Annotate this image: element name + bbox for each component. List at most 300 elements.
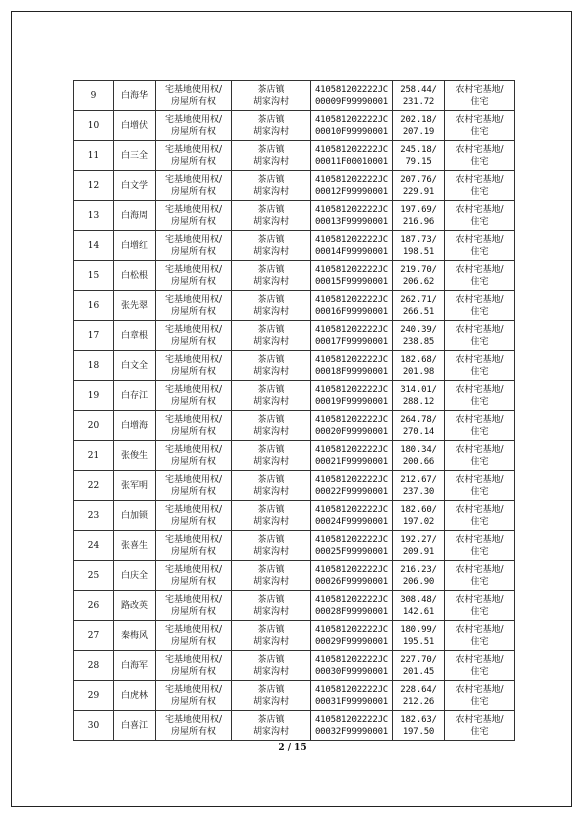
- right-type-text: 宅基地使用权/: [164, 234, 223, 245]
- right-type-text: 宅基地使用权/: [164, 684, 223, 695]
- location-text: 胡家沟村: [252, 396, 289, 407]
- area-text: 197.02: [402, 516, 435, 527]
- owner-name-text: 白喜江: [120, 720, 148, 731]
- area-text: 182.60/: [400, 504, 437, 515]
- land-use-text: 农村宅基地/: [455, 354, 504, 365]
- area-text: 270.14: [402, 426, 435, 437]
- right-type-text: 宅基地使用权/: [164, 504, 223, 515]
- right-type-text: 宅基地使用权/: [164, 294, 223, 305]
- row-number-text: 21: [87, 450, 100, 461]
- area-text: 240.39/: [400, 324, 437, 335]
- row-number-cell: [74, 261, 114, 291]
- location-text: 胡家沟村: [252, 576, 289, 587]
- row-number-cell: [74, 441, 114, 471]
- row-number-cell: [74, 381, 114, 411]
- location-text: 胡家沟村: [252, 666, 289, 677]
- land-use-text: 住宅: [470, 456, 489, 467]
- location-cell: [232, 531, 311, 561]
- parcel-code-text: 410581202222JC: [314, 354, 389, 365]
- row-number-cell: [74, 321, 114, 351]
- area-cell: [393, 681, 445, 711]
- parcel-code-text: 00022F99990001: [314, 486, 389, 497]
- location-cell: [232, 351, 311, 381]
- owner-name-cell: [114, 231, 156, 261]
- area-text: 216.96: [402, 216, 435, 227]
- table-row: [74, 381, 515, 411]
- parcel-code-cell: [311, 231, 393, 261]
- area-cell: [393, 141, 445, 171]
- row-number-text: 24: [87, 540, 100, 551]
- parcel-code-text: 410581202222JC: [314, 204, 389, 215]
- land-use-text: 农村宅基地/: [455, 414, 504, 425]
- area-text: 79.15: [405, 156, 432, 167]
- owner-name-cell: [114, 711, 156, 741]
- right-type-cell: [156, 501, 232, 531]
- right-type-text: 房屋所有权: [170, 186, 216, 197]
- area-cell: [393, 591, 445, 621]
- row-number-cell: [74, 681, 114, 711]
- right-type-cell: [156, 111, 232, 141]
- right-type-cell: [156, 531, 232, 561]
- location-cell: [232, 111, 311, 141]
- right-type-text: 宅基地使用权/: [164, 144, 223, 155]
- land-use-text: 农村宅基地/: [455, 594, 504, 605]
- area-text: 197.50: [402, 726, 435, 737]
- right-type-text: 房屋所有权: [170, 576, 216, 587]
- location-text: 胡家沟村: [252, 546, 289, 557]
- right-type-text: 宅基地使用权/: [164, 384, 223, 395]
- location-cell: [232, 81, 311, 111]
- right-type-text: 房屋所有权: [170, 456, 216, 467]
- area-text: 207.76/: [400, 174, 437, 185]
- parcel-code-text: 00026F99990001: [314, 576, 389, 587]
- location-text: 胡家沟村: [252, 336, 289, 347]
- area-text: 180.34/: [400, 444, 437, 455]
- right-type-cell: [156, 261, 232, 291]
- parcel-code-text: 00025F99990001: [314, 546, 389, 557]
- right-type-text: 房屋所有权: [170, 516, 216, 527]
- right-type-text: 房屋所有权: [170, 96, 216, 107]
- location-text: 胡家沟村: [252, 456, 289, 467]
- area-cell: [393, 201, 445, 231]
- area-cell: [393, 81, 445, 111]
- parcel-code-text: 00015F99990001: [314, 276, 389, 287]
- parcel-code-text: 00031F99990001: [314, 696, 389, 707]
- owner-name-cell: [114, 111, 156, 141]
- table-row: [74, 501, 515, 531]
- right-type-cell: [156, 591, 232, 621]
- row-number-cell: [74, 471, 114, 501]
- row-number-text: 28: [87, 660, 100, 671]
- right-type-cell: [156, 321, 232, 351]
- parcel-code-text: 410581202222JC: [314, 684, 389, 695]
- land-use-cell: [445, 651, 515, 681]
- owner-name-cell: [114, 141, 156, 171]
- location-cell: [232, 591, 311, 621]
- row-number-text: 29: [87, 690, 100, 701]
- table-row: [74, 261, 515, 291]
- right-type-text: 房屋所有权: [170, 666, 216, 677]
- parcel-code-text: 410581202222JC: [314, 294, 389, 305]
- parcel-code-cell: [311, 81, 393, 111]
- area-text: 266.51: [402, 306, 435, 317]
- area-text: 227.70/: [400, 654, 437, 665]
- parcel-code-text: 00013F99990001: [314, 216, 389, 227]
- land-use-text: 农村宅基地/: [455, 534, 504, 545]
- owner-name-text: 张喜生: [120, 540, 148, 551]
- land-use-cell: [445, 681, 515, 711]
- land-use-cell: [445, 381, 515, 411]
- right-type-text: 房屋所有权: [170, 636, 216, 647]
- parcel-code-text: 00017F99990001: [314, 336, 389, 347]
- location-cell: [232, 441, 311, 471]
- location-text: 胡家沟村: [252, 486, 289, 497]
- parcel-code-cell: [311, 141, 393, 171]
- location-text: 茶店镇: [257, 324, 285, 335]
- location-text: 胡家沟村: [252, 366, 289, 377]
- row-number-cell: [74, 111, 114, 141]
- parcel-code-text: 410581202222JC: [314, 654, 389, 665]
- parcel-code-text: 00029F99990001: [314, 636, 389, 647]
- area-text: 197.69/: [400, 204, 437, 215]
- location-text: 胡家沟村: [252, 246, 289, 257]
- owner-name-cell: [114, 651, 156, 681]
- row-number-text: 18: [87, 360, 100, 371]
- land-use-text: 农村宅基地/: [455, 234, 504, 245]
- land-use-cell: [445, 561, 515, 591]
- land-use-text: 住宅: [470, 426, 489, 437]
- table-row: [74, 651, 515, 681]
- location-text: 胡家沟村: [252, 96, 289, 107]
- right-type-text: 宅基地使用权/: [164, 714, 223, 725]
- parcel-code-cell: [311, 651, 393, 681]
- parcel-code-text: 410581202222JC: [314, 714, 389, 725]
- table-row: [74, 441, 515, 471]
- right-type-cell: [156, 171, 232, 201]
- parcel-code-cell: [311, 291, 393, 321]
- location-cell: [232, 141, 311, 171]
- area-text: 202.18/: [400, 114, 437, 125]
- area-text: 206.90: [402, 576, 435, 587]
- right-type-text: 房屋所有权: [170, 276, 216, 287]
- area-text: 142.61: [402, 606, 435, 617]
- owner-name-cell: [114, 681, 156, 711]
- parcel-code-text: 00030F99990001: [314, 666, 389, 677]
- location-cell: [232, 621, 311, 651]
- location-text: 胡家沟村: [252, 426, 289, 437]
- row-number-text: 15: [87, 270, 100, 281]
- owner-name-cell: [114, 201, 156, 231]
- parcel-code-cell: [311, 381, 393, 411]
- area-text: 182.68/: [400, 354, 437, 365]
- right-type-cell: [156, 141, 232, 171]
- area-cell: [393, 111, 445, 141]
- right-type-cell: [156, 351, 232, 381]
- parcel-code-text: 00012F99990001: [314, 186, 389, 197]
- owner-name-text: 白增海: [120, 420, 148, 431]
- table-row: [74, 411, 515, 441]
- land-use-cell: [445, 711, 515, 741]
- land-use-cell: [445, 441, 515, 471]
- area-cell: [393, 261, 445, 291]
- parcel-code-cell: [311, 711, 393, 741]
- location-text: 胡家沟村: [252, 276, 289, 287]
- area-text: 182.63/: [400, 714, 437, 725]
- land-use-text: 住宅: [470, 276, 489, 287]
- land-use-text: 住宅: [470, 486, 489, 497]
- parcel-code-text: 00018F99990001: [314, 366, 389, 377]
- row-number-cell: [74, 501, 114, 531]
- owner-name-text: 白海军: [120, 660, 148, 671]
- row-number-cell: [74, 561, 114, 591]
- location-text: 胡家沟村: [252, 216, 289, 227]
- table-row: [74, 621, 515, 651]
- parcel-code-text: 00009F99990001: [314, 96, 389, 107]
- owner-name-text: 白庆全: [120, 570, 148, 581]
- area-text: 192.27/: [400, 534, 437, 545]
- parcel-code-cell: [311, 351, 393, 381]
- location-text: 茶店镇: [257, 144, 285, 155]
- parcel-code-text: 410581202222JC: [314, 444, 389, 455]
- table-row: [74, 171, 515, 201]
- location-text: 胡家沟村: [252, 126, 289, 137]
- location-cell: [232, 471, 311, 501]
- land-use-cell: [445, 291, 515, 321]
- owner-name-cell: [114, 261, 156, 291]
- right-type-cell: [156, 471, 232, 501]
- right-type-text: 宅基地使用权/: [164, 624, 223, 635]
- location-text: 茶店镇: [257, 204, 285, 215]
- right-type-text: 宅基地使用权/: [164, 114, 223, 125]
- area-text: 237.30: [402, 486, 435, 497]
- right-type-cell: [156, 201, 232, 231]
- parcel-code-text: 410581202222JC: [314, 234, 389, 245]
- location-text: 茶店镇: [257, 624, 285, 635]
- land-use-text: 住宅: [470, 246, 489, 257]
- parcel-code-text: 00010F99990001: [314, 126, 389, 137]
- land-use-text: 住宅: [470, 636, 489, 647]
- land-use-cell: [445, 231, 515, 261]
- area-text: 264.78/: [400, 414, 437, 425]
- owner-name-text: 白三全: [120, 150, 148, 161]
- location-cell: [232, 291, 311, 321]
- right-type-text: 房屋所有权: [170, 216, 216, 227]
- right-type-text: 宅基地使用权/: [164, 414, 223, 425]
- table-row: [74, 321, 515, 351]
- land-use-text: 住宅: [470, 546, 489, 557]
- table-row: [74, 591, 515, 621]
- table-row: [74, 561, 515, 591]
- row-number-text: 27: [87, 630, 100, 641]
- location-text: 茶店镇: [257, 684, 285, 695]
- parcel-code-cell: [311, 471, 393, 501]
- row-number-cell: [74, 171, 114, 201]
- right-type-text: 宅基地使用权/: [164, 444, 223, 455]
- owner-name-cell: [114, 291, 156, 321]
- location-text: 茶店镇: [257, 354, 285, 365]
- page-number: 2 / 15: [278, 743, 307, 753]
- parcel-code-text: 00028F99990001: [314, 606, 389, 617]
- location-text: 茶店镇: [257, 534, 285, 545]
- land-use-text: 住宅: [470, 576, 489, 587]
- right-type-cell: [156, 441, 232, 471]
- parcel-code-cell: [311, 261, 393, 291]
- area-text: 209.91: [402, 546, 435, 557]
- area-cell: [393, 291, 445, 321]
- parcel-code-text: 410581202222JC: [314, 174, 389, 185]
- right-type-text: 宅基地使用权/: [164, 654, 223, 665]
- area-text: 198.51: [402, 246, 435, 257]
- parcel-code-text: 410581202222JC: [314, 564, 389, 575]
- parcel-code-text: 410581202222JC: [314, 144, 389, 155]
- right-type-cell: [156, 381, 232, 411]
- land-use-cell: [445, 141, 515, 171]
- row-number-text: 9: [90, 90, 97, 101]
- area-text: 206.62: [402, 276, 435, 287]
- location-cell: [232, 711, 311, 741]
- owner-name-text: 白增伏: [120, 120, 148, 131]
- location-text: 胡家沟村: [252, 156, 289, 167]
- owner-name-text: 白加锁: [120, 510, 148, 521]
- area-cell: [393, 561, 445, 591]
- land-use-text: 住宅: [470, 396, 489, 407]
- row-number-cell: [74, 591, 114, 621]
- row-number-text: 23: [87, 510, 100, 521]
- right-type-text: 宅基地使用权/: [164, 594, 223, 605]
- location-text: 茶店镇: [257, 234, 285, 245]
- area-text: 201.45: [402, 666, 435, 677]
- parcel-code-text: 410581202222JC: [314, 384, 389, 395]
- right-type-text: 房屋所有权: [170, 726, 216, 737]
- area-cell: [393, 231, 445, 261]
- area-cell: [393, 381, 445, 411]
- right-type-text: 房屋所有权: [170, 366, 216, 377]
- area-cell: [393, 531, 445, 561]
- parcel-code-cell: [311, 201, 393, 231]
- parcel-code-text: 410581202222JC: [314, 264, 389, 275]
- land-use-text: 农村宅基地/: [455, 294, 504, 305]
- owner-name-cell: [114, 591, 156, 621]
- right-type-text: 宅基地使用权/: [164, 264, 223, 275]
- owner-name-cell: [114, 501, 156, 531]
- row-number-text: 26: [87, 600, 100, 611]
- location-text: 茶店镇: [257, 444, 285, 455]
- row-number-text: 14: [87, 240, 100, 251]
- land-use-text: 农村宅基地/: [455, 564, 504, 575]
- area-text: 219.70/: [400, 264, 437, 275]
- land-use-cell: [445, 201, 515, 231]
- row-number-text: 20: [87, 420, 100, 431]
- land-use-text: 农村宅基地/: [455, 384, 504, 395]
- location-text: 胡家沟村: [252, 186, 289, 197]
- location-text: 茶店镇: [257, 294, 285, 305]
- parcel-code-text: 00011F00010001: [314, 156, 389, 167]
- land-use-text: 住宅: [470, 306, 489, 317]
- land-use-text: 农村宅基地/: [455, 504, 504, 515]
- area-text: 212.67/: [400, 474, 437, 485]
- location-cell: [232, 411, 311, 441]
- right-type-cell: [156, 621, 232, 651]
- parcel-code-cell: [311, 111, 393, 141]
- area-text: 187.73/: [400, 234, 437, 245]
- right-type-text: 房屋所有权: [170, 336, 216, 347]
- location-text: 茶店镇: [257, 114, 285, 125]
- table-row: [74, 111, 515, 141]
- parcel-code-text: 00032F99990001: [314, 726, 389, 737]
- area-cell: [393, 351, 445, 381]
- right-type-cell: [156, 561, 232, 591]
- land-use-text: 农村宅基地/: [455, 204, 504, 215]
- owner-name-text: 白松根: [120, 270, 148, 281]
- owner-name-text: 路改英: [120, 600, 148, 611]
- location-text: 胡家沟村: [252, 516, 289, 527]
- location-text: 胡家沟村: [252, 636, 289, 647]
- right-type-text: 房屋所有权: [170, 156, 216, 167]
- parcel-code-cell: [311, 531, 393, 561]
- table-row: [74, 141, 515, 171]
- land-use-cell: [445, 591, 515, 621]
- right-type-text: 房屋所有权: [170, 426, 216, 437]
- area-text: 258.44/: [400, 84, 437, 95]
- parcel-code-text: 410581202222JC: [314, 594, 389, 605]
- row-number-cell: [74, 621, 114, 651]
- right-type-text: 宅基地使用权/: [164, 354, 223, 365]
- right-type-cell: [156, 411, 232, 441]
- area-text: 229.91: [402, 186, 435, 197]
- right-type-text: 房屋所有权: [170, 546, 216, 557]
- row-number-text: 11: [87, 150, 100, 161]
- land-use-text: 住宅: [470, 96, 489, 107]
- land-use-cell: [445, 321, 515, 351]
- owner-name-text: 张先翠: [120, 300, 148, 311]
- parcel-code-text: 410581202222JC: [314, 534, 389, 545]
- row-number-cell: [74, 141, 114, 171]
- location-cell: [232, 231, 311, 261]
- row-number-text: 16: [87, 300, 100, 311]
- location-text: 茶店镇: [257, 474, 285, 485]
- owner-name-cell: [114, 321, 156, 351]
- table-row: [74, 711, 515, 741]
- owner-name-cell: [114, 471, 156, 501]
- parcel-code-text: 00016F99990001: [314, 306, 389, 317]
- table-row: [74, 81, 515, 111]
- area-cell: [393, 471, 445, 501]
- row-number-text: 25: [87, 570, 100, 581]
- parcel-code-cell: [311, 681, 393, 711]
- area-cell: [393, 711, 445, 741]
- land-use-text: 农村宅基地/: [455, 264, 504, 275]
- area-cell: [393, 171, 445, 201]
- row-number-text: 22: [87, 480, 100, 491]
- land-use-text: 农村宅基地/: [455, 474, 504, 485]
- parcel-code-text: 410581202222JC: [314, 84, 389, 95]
- owner-name-cell: [114, 411, 156, 441]
- land-use-cell: [445, 411, 515, 441]
- right-type-text: 宅基地使用权/: [164, 84, 223, 95]
- land-use-text: 农村宅基地/: [455, 144, 504, 155]
- location-text: 茶店镇: [257, 84, 285, 95]
- land-use-text: 住宅: [470, 336, 489, 347]
- right-type-text: 宅基地使用权/: [164, 564, 223, 575]
- right-type-text: 房屋所有权: [170, 306, 216, 317]
- parcel-code-text: 410581202222JC: [314, 324, 389, 335]
- location-text: 茶店镇: [257, 174, 285, 185]
- area-text: 207.19: [402, 126, 435, 137]
- right-type-text: 宅基地使用权/: [164, 534, 223, 545]
- area-cell: [393, 441, 445, 471]
- location-text: 胡家沟村: [252, 696, 289, 707]
- land-use-cell: [445, 471, 515, 501]
